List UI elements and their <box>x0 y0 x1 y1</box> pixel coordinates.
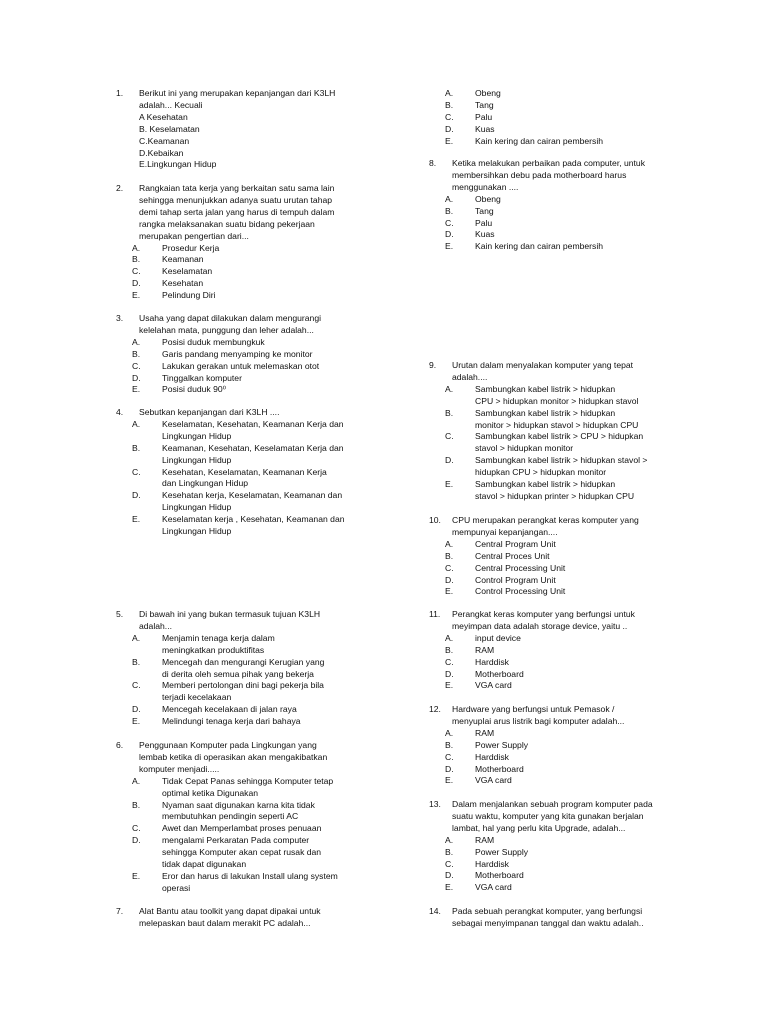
option-e: E. Kain kering dan cairan pembersih <box>445 135 604 146</box>
option-a: A. Menjamin tenaga kerja dalam meningkatkan produktifitas <box>132 632 275 655</box>
option-d: D. Kesehatan kerja, Keselamatan, Keamanan dan Lingkungan Hidup <box>132 490 343 513</box>
option-d: D. Motherboard <box>445 668 524 679</box>
option-b: B. Sambungkan kabel listrik > hidupkan monitor > hidupkan stavol > hidupkan CPU <box>445 407 639 430</box>
option-e: E. VGA card <box>445 680 512 691</box>
option-d: D. Mencegah kecelakaan di jalan raya <box>132 704 297 715</box>
question-number: 3. <box>116 313 124 323</box>
option-c: C. Memberi pertolongan dini bagi pekerja bila terjadi kecelakaan <box>132 680 324 703</box>
option-d: D. mengalami Perkaratan Pada computer sehingga Komputer akan cepat rusak dan tidak dapat digunakan <box>132 835 322 870</box>
question-7-options <box>429 88 687 148</box>
option-d: D. Control Program Unit <box>445 574 556 585</box>
question-stem: Perangkat keras komputer yang berfungsi untuk meyimpan data adalah storage device, yaitu .. <box>452 609 635 631</box>
option-b: B. Central Proces Unit <box>445 550 550 561</box>
option-b: B. RAM <box>445 644 495 655</box>
option-b: B. Power Supply <box>445 739 529 750</box>
question-11 <box>429 609 687 692</box>
question-10 <box>429 515 687 598</box>
option-e: E. Keselamatan kerja , Kesehatan, Keamanan dan Lingkungan Hidup <box>132 514 345 537</box>
question-6 <box>116 740 368 895</box>
option-e: E. Control Processing Unit <box>445 586 566 597</box>
option-c: C. Palu <box>445 217 493 228</box>
option-c: C. Harddisk <box>445 656 509 667</box>
option-e: E. Sambungkan kabel listrik > hidupkan stavol > hidupkan printer > hidupkan CPU <box>445 479 635 501</box>
option-e: E. VGA card <box>445 775 512 786</box>
question-stem: Di bawah ini yang bukan termasuk tujuan K3LH adalah... <box>139 609 321 631</box>
option-e: E. VGA card <box>445 882 512 893</box>
question-stem: Rangkaian tata kerja yang berkaitan satu sama lain sehingga menunjukkan adanya suatu urutan tahap demi tahap serta jalan yang harus di tempuh dalam rangka melaksanakan suatu bidang pekerjaan merupakan pengertian dari... <box>139 183 335 241</box>
option-b: B. Power Supply <box>445 846 529 857</box>
question-stem: Urutan dalam menyalakan komputer yang tepat adalah.... <box>452 360 634 382</box>
question-stem: Ketika melakukan perbaikan pada computer, untuk membersihkan debu pada motherboard harus menggunakan .... <box>452 158 646 192</box>
question-number: 13. <box>429 799 441 809</box>
question-stem: Usaha yang dapat dilakukan dalam mengurangi kelelahan mata, punggung dan leher adalah... <box>139 313 322 335</box>
option-e: E. Melindungi tenaga kerja dari bahaya <box>132 716 301 727</box>
question-number: 10. <box>429 515 441 525</box>
option-a: A Kesehatan <box>139 111 188 122</box>
option-c: C. Kesehatan, Keselamatan, Keamanan Kerja dan Lingkungan Hidup <box>132 466 327 489</box>
option-d: D. Kesehatan <box>132 278 204 289</box>
question-number: 9. <box>429 360 437 370</box>
option-a: A. Obeng <box>445 88 501 98</box>
option-a: A. Central Program Unit <box>445 538 556 549</box>
question-stem: CPU merupakan perangkat keras komputer yang mempunyai kepanjangan.... <box>452 515 639 537</box>
option-c: C. Central Processing Unit <box>445 562 566 573</box>
option-c: C.Keamanan <box>139 135 190 146</box>
question-2 <box>116 183 368 302</box>
option-b: B. Keamanan <box>132 254 204 265</box>
question-stem: Alat Bantu atau toolkit yang dapat dipakai untuk melepaskan baut dalam merakit PC adalah... <box>139 906 321 928</box>
option-a: A. input device <box>445 632 521 643</box>
option-c: C. Harddisk <box>445 751 509 762</box>
option-a: A. RAM <box>445 834 495 845</box>
option-c: C. Palu <box>445 111 493 122</box>
option-d: D. Kuas <box>445 229 495 240</box>
option-d: D. Sambungkan kabel listrik > hidupkan stavol > hidupkan CPU > hidupkan monitor <box>445 455 648 478</box>
option-b: B. Keselamatan <box>139 123 200 134</box>
option-a: A. Sambungkan kabel listrik > hidupkan CPU > hidupkan monitor > hidupkan stavol <box>445 383 639 406</box>
option-b: B. Tang <box>445 99 494 110</box>
question-number: 7. <box>116 906 124 916</box>
question-number: 4. <box>116 407 124 417</box>
option-a: A. Posisi duduk membungkuk <box>132 336 265 347</box>
option-d: D. Tinggalkan komputer <box>132 372 242 383</box>
option-d: D. Motherboard <box>445 763 524 774</box>
question-stem: Pada sebuah perangkat komputer, yang berfungsi sebagai menyimpanan tanggal dan waktu adalah.. <box>452 906 644 928</box>
option-a: A. Prosedur Kerja <box>132 242 220 253</box>
question-number: 14. <box>429 906 441 916</box>
question-number: 12. <box>429 704 441 714</box>
option-e: E. Pelindung Diri <box>132 290 216 301</box>
option-b: B. Keamanan, Kesehatan, Keselamatan Kerja dan Lingkungan Hidup <box>132 442 344 465</box>
question-stem: Hardware yang berfungsi untuk Pemasok / menyuplai arus listrik bagi komputer adalah... <box>452 704 625 726</box>
option-d: D. Kuas <box>445 123 495 134</box>
option-a: A. Obeng <box>445 193 501 204</box>
question-12 <box>429 704 687 787</box>
question-4 <box>116 407 368 538</box>
option-b: B. Tang <box>445 205 494 216</box>
question-5 <box>116 609 368 728</box>
question-stem: Sebutkan kepanjangan dari K3LH .... <box>139 407 280 417</box>
question-9 <box>429 360 687 503</box>
question-stem: Penggunaan Komputer pada Lingkungan yang lembab ketika di operasikan akan mengakibatkan komputer menjadi..... <box>139 740 328 774</box>
option-c: C. Lakukan gerakan untuk melemaskan otot <box>132 360 320 371</box>
option-b: B. Nyaman saat digunakan karna kita tidak membutuhkan pendingin seperti AC <box>132 799 315 822</box>
question-number: 8. <box>429 158 437 168</box>
option-b: B. Mencegah dan mengurangi Kerugian yang di derita oleh semua pihak yang bekerja <box>132 656 325 679</box>
question-number: 11. <box>429 609 441 619</box>
option-c: C. Keselamatan <box>132 266 213 277</box>
question-14 <box>429 906 687 930</box>
question-3 <box>116 313 368 396</box>
option-e: E. Eror dan harus di lakukan Install ulang system operasi <box>132 870 338 893</box>
option-c: C. Awet dan Memperlambat proses penuaan <box>132 823 322 834</box>
option-c: C. Sambungkan kabel listrik > CPU > hidupkan stavol > hidupkan monitor <box>445 431 644 454</box>
question-number: 1. <box>116 88 124 98</box>
option-a: A. RAM <box>445 727 495 738</box>
option-d: D. Motherboard <box>445 870 524 881</box>
question-13 <box>429 799 687 894</box>
option-e: E.Lingkungan Hidup <box>139 159 217 170</box>
option-d: D.Kebaikan <box>139 147 184 158</box>
option-e: E. Posisi duduk 90⁰ <box>132 384 227 395</box>
question-number: 5. <box>116 609 124 619</box>
option-a: A. Keselamatan, Kesehatan, Keamanan Kerja dan Lingkungan Hidup <box>132 418 344 441</box>
question-1 <box>116 88 368 171</box>
question-number: 2. <box>116 183 124 193</box>
question-stem: Berikut ini yang merupakan kepanjangan dari K3LH adalah... Kecuali <box>139 88 336 110</box>
option-b: B. Garis pandang menyamping ke monitor <box>132 348 313 359</box>
question-number: 6. <box>116 740 124 750</box>
option-e: E. Kain kering dan cairan pembersih <box>445 241 604 252</box>
option-a: A. Tidak Cepat Panas sehingga Komputer tetap optimal ketika Digunakan <box>132 775 334 798</box>
question-stem: Dalam menjalankan sebuah program komputer pada suatu waktu, komputer yang kita gunakan berjalan lambat, hal yang perlu kita Upgrade, adalah... <box>452 799 653 833</box>
question-8 <box>429 158 687 253</box>
option-c: C. Harddisk <box>445 858 509 869</box>
question-7 <box>116 906 368 930</box>
